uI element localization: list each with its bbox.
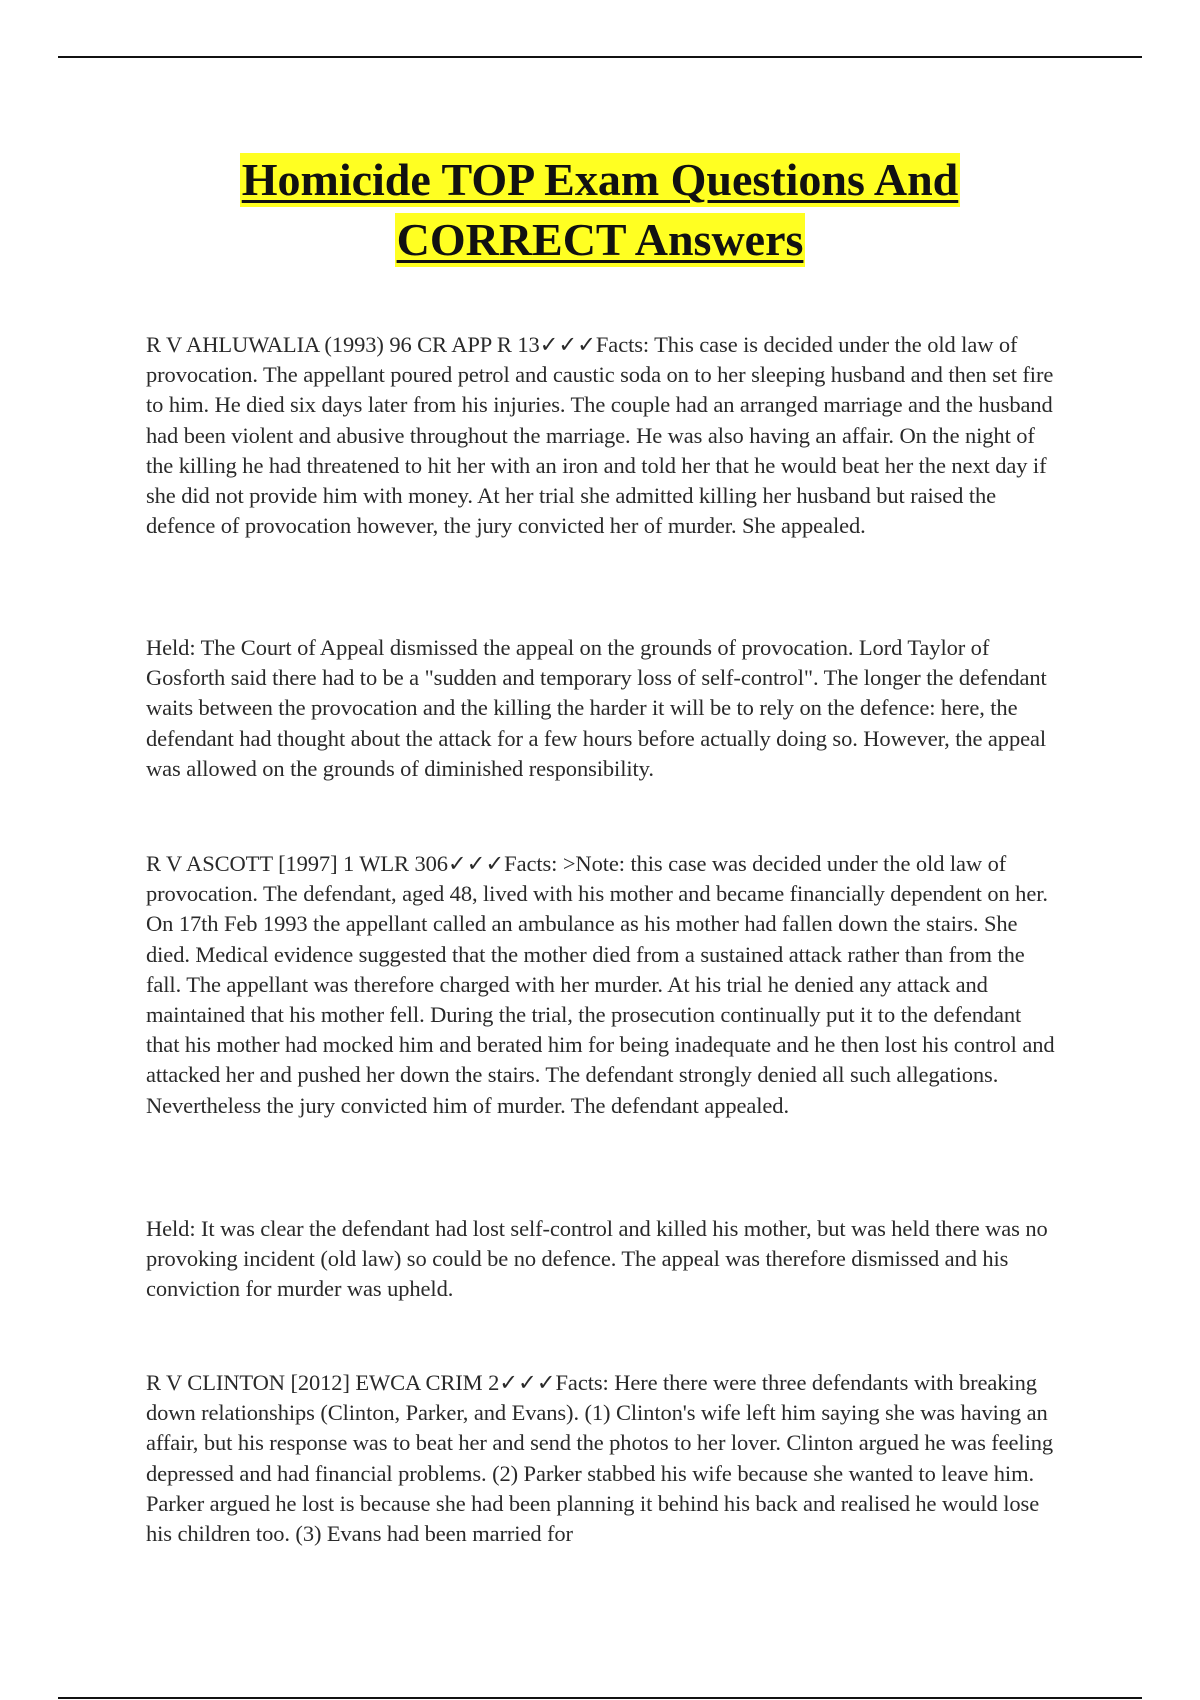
paragraph-ahluwalia-facts: R V AHLUWALIA (1993) 96 CR APP R 13✓✓✓Facts: This case is decided under the old law of provocation. The appellant poured petrol and caustic soda on to her sleeping husband and then set fire to him. He died six days later from his injuries. The couple had an arranged marriage and the husband had been violent and abusive throughout the marriage. He was also having an affair. On the night of the killing he had threatened to hit her with an iron and told her that he would beat her the next day if she did not provide him with money. At her trial she admitted killing her husband but raised the defence of provocation however, the jury convicted her of murder. She appealed. [146, 332, 1054, 539]
paragraph-clinton-facts: R V CLINTON [2012] EWCA CRIM 2✓✓✓Facts: Here there were three defendants with breaking down relationships (Clinton, Parker, and Evans). (1) Clinton's wife left him saying she was having an affair, but his response was to beat her and send the photos to her lover. Clinton argued he was feeling depressed and had financial problems. (2) Parker stabbed his wife because she wanted to leave him. Parker argued he lost is because she had been planning it behind his back and realised he would lose his children too. (3) Evans had been married for [146, 1370, 1054, 1547]
title-line-2: CORRECT Answers [396, 214, 804, 265]
top-divider [58, 56, 1142, 58]
bottom-divider [58, 1697, 1142, 1699]
document-title [0, 150, 1200, 270]
title-line-1: Homicide TOP Exam Questions And [241, 154, 959, 205]
paragraph-ahluwalia-held: Held: The Court of Appeal dismissed the appeal on the grounds of provocation. Lord Taylor of Gosforth said there had to be a "sudden and temporary loss of self-control". The longer the defendant waits between the provocation and the killing the harder it will be to rely on the defence: here, the defendant had thought about the attack for a few hours before actually doing so. However, the appeal was allowed on the grounds of diminished responsibility. [146, 635, 1047, 781]
paragraph-ascott-facts: R V ASCOTT [1997] 1 WLR 306✓✓✓Facts: >Note: this case was decided under the old law of provocation. The defendant, aged 48, lived with his mother and became financially dependent on her. On 17th Feb 1993 the appellant called an ambulance as his mother had fallen down the stairs. She died. Medical evidence suggested that the mother died from a sustained attack rather than from the fall. The appellant was therefore charged with her murder. At his trial he denied any attack and maintained that his mother fell. During the trial, the prosecution continually put it to the defendant that his mother had mocked him and berated him for being inadequate and he then lost his control and attacked her and pushed her down the stairs. The defendant strongly denied all such allegations. Nevertheless the jury convicted him of murder. The defendant appealed. [146, 851, 1055, 1118]
paragraph-ascott-held: Held: It was clear the defendant had lost self-control and killed his mother, but was held there was no provoking incident (old law) so could be no defence. The appeal was therefore dismissed and his conviction for murder was upheld. [146, 1216, 1048, 1302]
